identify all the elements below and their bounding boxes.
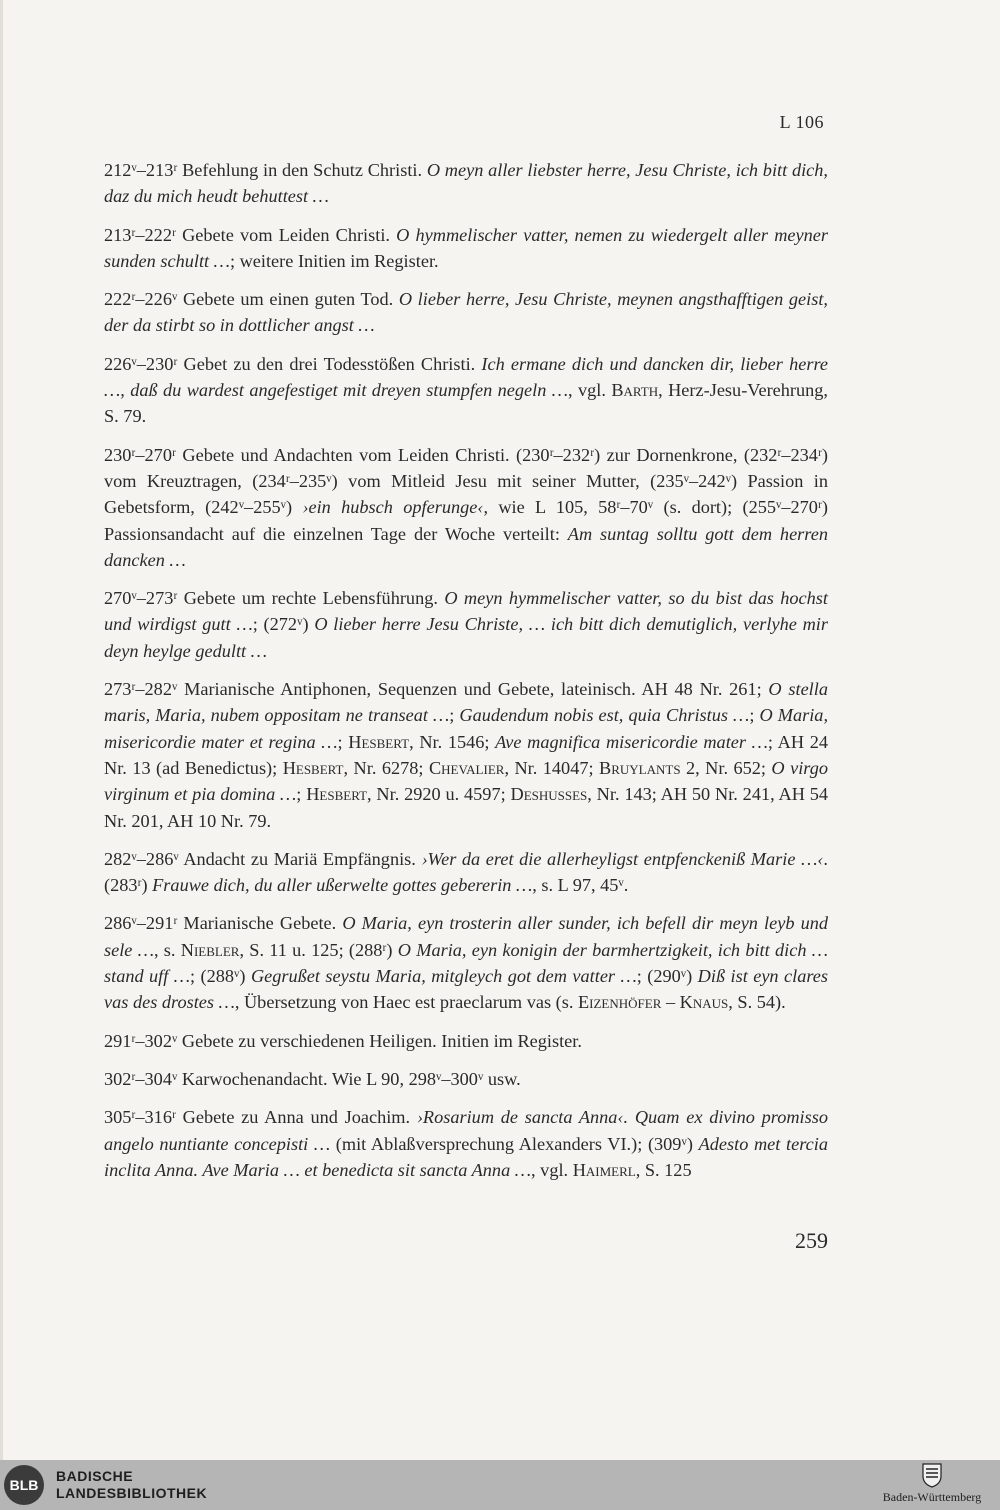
folio-range: 305ʳ–316ʳ [104, 1107, 176, 1128]
entry-text: , Nr. 2920 u. 4597; [367, 784, 511, 805]
entry-text: ; [749, 705, 760, 726]
folio-range: 213ʳ–222ʳ [104, 224, 176, 245]
library-name-line1: BADISCHE [56, 1468, 134, 1484]
incipit-text: O meyn hymmelischer vatter, so du bist das hochst und wirdigst gutt … [104, 588, 828, 635]
folio-range: 230ʳ–270ʳ [104, 444, 176, 465]
incipit-text: O Maria, eyn konigin der barmhertzigkeit, ich bitt dich … stand uff … [104, 939, 828, 987]
catalog-entry [104, 1028, 828, 1054]
folio-range: 212ᵛ–213ʳ [104, 160, 178, 180]
entry-text: , Nr. 1546; [409, 731, 496, 752]
folio-range: 226ᵛ–230ʳ [104, 353, 178, 374]
author-reference: Chevalier [428, 757, 505, 778]
entry-text: Gebet zu den drei Todesstößen Christi. [177, 353, 482, 374]
page-edge [0, 0, 3, 1460]
entry-text: , S. 54). [728, 992, 786, 1013]
folio-range: 222ʳ–226ᵛ [104, 289, 178, 310]
author-reference: Barth [611, 380, 659, 401]
entry-text: , Übersetzung von Haec est praeclarum vas (s. [234, 992, 578, 1013]
incipit-text: O lieber herre Jesu Christe, … ich bitt dich demutiglich, verlyhe mir deyn heylge gedultt … [104, 614, 828, 661]
catalog-entry [104, 846, 828, 899]
entry-text: Gebete um einen guten Tod. [177, 289, 399, 310]
author-reference: Niebler [180, 939, 240, 960]
folio-range: 282ᵛ–286ᵛ [104, 848, 179, 869]
incipit-text: Gegrußet seystu Maria, mitgleych got dem vatter … [250, 966, 637, 987]
catalog-entry [104, 442, 828, 573]
author-reference: Hesbert [282, 757, 344, 778]
entry-text: Gebete und Andachten vom Leiden Christi. (230ʳ–232ʳ) zur Dornenkrone, (232ʳ–234ʳ) vom Kreuztragen, (234ʳ–235ᵛ) vom Mitleid Jesu mit seiner Mutter, (235ᵛ–242ᵛ) Passion in Gebetsform, (242ᵛ–255ᵛ) [104, 444, 828, 518]
incipit-text: ›Wer da eret die allerheyligst entpfenckeniß Marie …‹ [421, 848, 824, 869]
entry-text: Marianische Gebete. [177, 913, 343, 934]
incipit-text: Gaudendum nobis est, quia Christus … [459, 705, 750, 726]
library-name-line2: LANDESBIBLIOTHEK [56, 1485, 208, 1501]
entry-text: Karwochenandacht. Wie L 90, 298ᵛ–300ᵛ usw. [177, 1068, 521, 1089]
incipit-text: ›ein hubsch opferunge‹ [302, 497, 484, 518]
entry-text: ; [296, 784, 307, 805]
entry-text: , vgl. [531, 1159, 573, 1180]
entry-text: , Nr. 143; AH 50 Nr. 241, AH 54 Nr. 201, AH 10 Nr. 79. [104, 784, 828, 831]
incipit-text: O lieber herre, Jesu Christe, meynen angsthafftigen geist, der da stirbt so in dottlicher angst … [104, 289, 828, 336]
page-number: 259 [795, 1228, 828, 1253]
catalog-entry [104, 585, 828, 664]
incipit-text: O Maria, misericordie mater et regina … [104, 705, 829, 752]
author-reference: Bruylants [599, 757, 681, 778]
catalog-entry [104, 157, 828, 210]
catalog-entry [104, 676, 828, 834]
entry-text: Marianische Antiphonen, Sequenzen und Gebete, lateinisch. AH 48 Nr. 261; [177, 679, 769, 700]
entry-text: ; (290ᵛ) [636, 966, 698, 987]
entry-text: Gebete vom Leiden Christi. [175, 224, 397, 245]
author-reference: Haimerl [572, 1159, 636, 1180]
incipit-text: O stella maris, Maria, nubem oppositam ne transeat … [104, 679, 828, 726]
catalog-entries [104, 157, 828, 1195]
catalog-entry [104, 910, 828, 1015]
incipit-text: Am suntag solltu gott dem herren dancken … [104, 523, 828, 570]
incipit-text: Ich ermane dich und dancken dir, lieber herre …, daß du wardest angefestiget mit dreyen stumpfen negeln … [104, 353, 829, 401]
catalog-entry [104, 1066, 828, 1092]
entry-text: , Nr. 6278; [343, 757, 429, 778]
incipit-text: O virgo virginum et pia domina … [104, 757, 828, 805]
blb-logo[interactable] [0, 1460, 48, 1510]
entry-text: Befehlung in den Schutz Christi. [177, 160, 427, 180]
library-name[interactable] [56, 1468, 207, 1502]
author-reference: Hesbert [348, 731, 410, 752]
entry-text: , S. 11 u. 125; (288ʳ) [239, 939, 398, 960]
footer-bar [0, 1460, 1000, 1510]
entry-text: Gebete zu verschiedenen Heiligen. Initien im Register. [177, 1030, 582, 1051]
entry-text: , Herz-Jesu-Verehrung, S. 79. [104, 380, 828, 427]
author-reference: Deshusses [510, 784, 588, 805]
incipit-text: O meyn aller liebster herre, Jesu Christe, ich bitt dich, daz du mich heudt behuttest … [104, 160, 829, 207]
catalog-entry [104, 1104, 828, 1183]
folio-range: 291ʳ–302ᵛ [104, 1030, 178, 1051]
incipit-text: Diß ist eyn clares vas des drostes … [104, 966, 829, 1013]
entry-text: , Nr. 14047; [504, 757, 600, 778]
author-reference: Eizenhöfer – Knaus [578, 992, 729, 1013]
catalog-entry [104, 222, 828, 275]
incipit-text: Frauwe dich, du aller ußerwelte gottes gebererin … [152, 875, 533, 896]
state-name: Baden-Württemberg [882, 1490, 982, 1504]
entry-text: , s. [153, 939, 181, 960]
entry-text: , s. L 97, 45ᵛ. [532, 875, 629, 896]
state-logo[interactable] [872, 1462, 992, 1508]
incipit-text: O hymmelischer vatter, nemen zu wiedergelt aller meyner sunden schultt … [104, 224, 828, 271]
incipit-text: Adesto met tercia inclita Anna. Ave Maria … et benedicta sit sancta Anna … [104, 1133, 828, 1180]
folio-range: 273ʳ–282ᵛ [104, 679, 178, 700]
catalog-entry [104, 351, 828, 430]
entry-text: 2, Nr. 652; [680, 757, 772, 778]
author-reference: Hesbert [306, 784, 368, 805]
entry-text: (mit Ablaßversprechung Alexanders VI.); (309ᵛ) [330, 1133, 699, 1154]
incipit-text: Ave magnifica misericordie mater … [495, 731, 768, 752]
blb-logo-text: BLB [4, 1465, 44, 1505]
entry-text: , vgl. [568, 380, 612, 401]
shelfmark: L 106 [779, 112, 824, 132]
entry-text: ; AH 24 Nr. 13 (ad Benedictus); [104, 731, 828, 778]
entry-text: ; [449, 705, 460, 726]
entry-text: ; (272ᵛ) [252, 614, 315, 635]
catalog-entry [104, 286, 828, 339]
entry-text: Gebete um rechte Lebensführung. [177, 588, 445, 609]
incipit-text: O Maria, eyn trosterin aller sunder, ich befell dir meyn leyb und sele … [104, 913, 828, 960]
entry-text: . (283ʳ) [104, 848, 828, 896]
entry-text: Andacht zu Mariä Empfängnis. [178, 848, 422, 869]
entry-text: ; (288ᵛ) [190, 966, 251, 987]
entry-text: ; weitere Initien im Register. [229, 250, 439, 271]
entry-text: Gebete zu Anna und Joachim. [175, 1107, 417, 1128]
entry-text: , S. 125 [635, 1159, 692, 1180]
folio-range: 286ᵛ–291ʳ [104, 913, 178, 934]
coat-of-arms-icon [921, 1462, 943, 1488]
entry-text: ; [337, 731, 349, 752]
folio-range: 270ᵛ–273ʳ [104, 588, 178, 609]
entry-text: , wie L 105, 58ʳ–70ᵛ (s. dort); (255ᵛ–270ʳ) Passionsandacht auf die einzelnen Tage der Woche verteilt: [104, 497, 828, 544]
incipit-text: ›Rosarium de sancta Anna‹. Quam ex divino promisso angelo nuntiante concepisti … [104, 1107, 828, 1154]
folio-range: 302ʳ–304ᵛ [104, 1068, 178, 1089]
